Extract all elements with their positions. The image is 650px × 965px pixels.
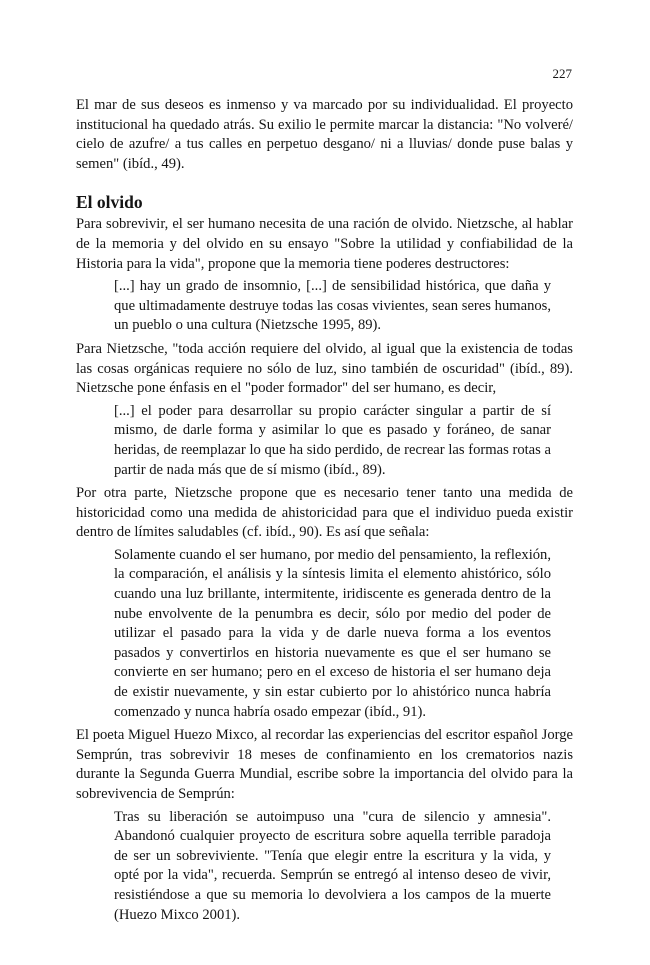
paragraph-mar-de-sus-deseos: El mar de sus deseos es inmenso y va marcado por su individualidad. El proyecto institucional ha quedado atrás. Su exilio le permite marcar la distancia: "No volveré/ cielo de azufre/ a tus calles en perpetuo desgano/ ni a lluvias/ donde puse balas y semen" (ibíd., 49). (76, 97, 573, 172)
paragraph-para-sobrevivir: Para sobrevivir, el ser humano necesita de una ración de olvido. Nietzsche, al hablar de la memoria y del olvido en su ensayo "Sobre la utilidad y confiabilidad de la Historia para la vida", propone que la memoria tiene poderes destructores: (76, 216, 573, 272)
block-quote-cura-de-silencio: Tras su liberación se autoimpuso una "cura de silencio y amnesia". Abandonó cualquier proyecto de escritura sobre aquella terrible paradoja de ser un sobreviviente. "Tenía que elegir entre la escritura y la vida, y opté por la vida", recuerda. Semprún se entregó al intenso deseo de vivir, resistiéndose a que su memoria lo devolviera a los campos de la muerte (Huezo Mixco 2001). (114, 808, 551, 923)
block-quote-elemento-ahistorico: Solamente cuando el ser humano, por medio del pensamiento, la reflexión, la comparación, el análisis y la síntesis limita el elemento ahistórico, sólo cuando una luz brillante, intermitente, iridiscente es generada dentro de la nube envolvente de la penumbra es decir, sólo por medio del poder de utilizar el pasado para la vida y de darle nueva forma a los eventos pasados y convertirlos en historia nuevamente es que el ser humano se convierte en ser humano; pero en el exceso de historia el ser humano deja de existir nuevamente, y sin estar cubierto por lo ahistórico nunca habría comenzado y nunca habría osado empezar (ibíd., 91). (114, 546, 551, 720)
paragraph-historicidad: Por otra parte, Nietzsche propone que es necesario tener tanto una medida de historicidad como una medida de ahistoricidad para que el individuo pueda existir dentro de límites saludables (cf. ibíd., 90). Es así que señala: (76, 485, 573, 541)
page-body (76, 96, 573, 929)
block-quote-poder-formador: [...] el poder para desarrollar su propio carácter singular a partir de sí mismo, de darle forma y asimilar lo que es pasado y foráneo, de sanar heridas, de reemplazar lo que ha sido perdido, de recrear las formas rotas a partir de nada más que de sí mismo (ibíd., 89). (114, 402, 551, 478)
block-quote-insomnio: [...] hay un grado de insomnio, [...] de sensibilidad histórica, que daña y que ultimadamente destruye todas las cosas vivientes, sean seres humanos, un pueblo o una cultura (Nietzsche 1995, 89). (114, 278, 551, 334)
paragraph-huezo-mixco: El poeta Miguel Huezo Mixco, al recordar las experiencias del escritor español Jorge Semprún, tras sobrevivir 18 meses de confinamiento en los crematorios nazis durante la Segunda Guerra Mundial, escribe sobre la importancia del olvido para la sobrevivencia de Semprún: (76, 727, 573, 802)
page-number: 227 (552, 66, 572, 81)
paragraph-toda-accion: Para Nietzsche, "toda acción requiere del olvido, al igual que la existencia de todas las cosas orgánicas requiere no sólo de luz, sino también de oscuridad" (ibíd., 89). Nietzsche pone énfasis en el "poder formador" del ser humano, es decir, (76, 340, 573, 397)
section-heading-el-olvido: El olvido (76, 192, 143, 213)
